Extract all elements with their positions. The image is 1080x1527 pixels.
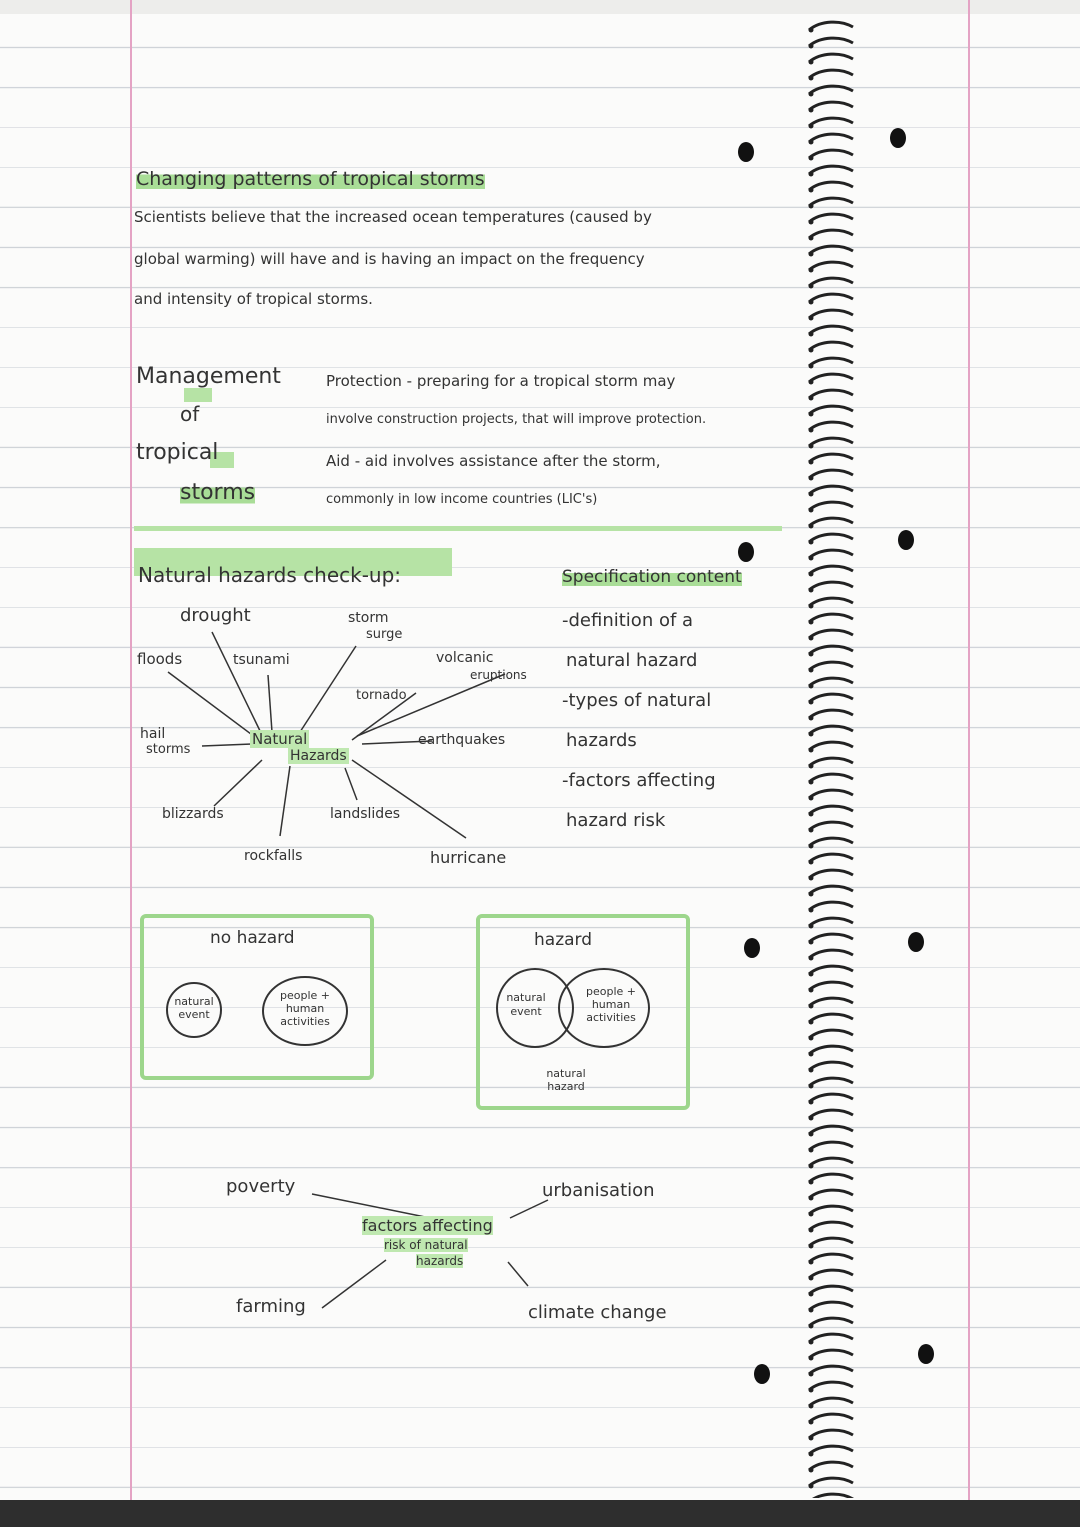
arrow-drought bbox=[212, 632, 262, 735]
arrow-floods bbox=[168, 672, 255, 737]
hazard-natural-event-label-1: natural bbox=[506, 991, 546, 1004]
tropical-storms-line-1: Scientists believe that the increased ocean temperatures (caused by bbox=[134, 208, 652, 226]
overlap-label-2: hazard bbox=[547, 1080, 585, 1093]
punch-hole bbox=[738, 142, 754, 162]
management-line-2: involve construction projects, that will improve protection. bbox=[326, 412, 707, 427]
punch-hole bbox=[908, 932, 924, 952]
arrow-urbanisation bbox=[510, 1200, 548, 1218]
management-heading-2: of bbox=[180, 402, 200, 426]
arrow-rockfalls bbox=[280, 766, 290, 836]
hazard-people-label-1: people + bbox=[586, 985, 636, 998]
arrow-volcanic bbox=[357, 674, 505, 736]
factor-poverty: poverty bbox=[226, 1176, 296, 1197]
factor-climate-change: climate change bbox=[528, 1302, 667, 1323]
hazard-people-label-3: activities bbox=[586, 1011, 636, 1024]
punch-hole bbox=[898, 530, 914, 550]
arrow-hail bbox=[202, 744, 252, 746]
arrow-hurricane bbox=[352, 760, 466, 838]
arrow-storm-surge bbox=[300, 646, 356, 732]
page-bottom-edge bbox=[0, 1500, 1080, 1527]
tropical-storms-title: Changing patterns of tropical storms bbox=[136, 168, 485, 190]
specification-line-6: hazard risk bbox=[566, 810, 666, 831]
node-rockfalls: rockfalls bbox=[244, 848, 303, 864]
node-landslides: landslides bbox=[330, 806, 401, 822]
node-drought: drought bbox=[180, 605, 251, 626]
factors-center-3: hazards bbox=[416, 1254, 464, 1268]
punch-hole bbox=[890, 128, 906, 148]
spiral-binding bbox=[805, 18, 857, 1498]
node-hurricane: hurricane bbox=[430, 848, 507, 867]
node-storms: storms bbox=[146, 742, 191, 757]
punch-hole bbox=[738, 542, 754, 562]
management-line-3: Aid - aid involves assistance after the storm, bbox=[326, 452, 661, 470]
no-hazard-title: no hazard bbox=[210, 928, 295, 948]
node-floods: floods bbox=[137, 650, 183, 668]
hazard-title: hazard bbox=[534, 930, 593, 950]
punch-hole bbox=[918, 1344, 934, 1364]
node-tornado: tornado bbox=[356, 688, 407, 703]
arrow-poverty bbox=[312, 1194, 430, 1218]
specification-line-5: -factors affecting bbox=[562, 770, 716, 791]
people-label-1: people + bbox=[280, 989, 330, 1002]
hazard-natural-event-label-2: event bbox=[510, 1005, 542, 1018]
arrow-climate-change bbox=[508, 1262, 528, 1286]
factors-center-2: risk of natural bbox=[384, 1238, 468, 1252]
specification-title: Specification content bbox=[562, 567, 742, 587]
arrow-farming bbox=[322, 1260, 386, 1308]
node-earthquakes: earthquakes bbox=[418, 732, 506, 748]
node-eruptions: eruptions bbox=[470, 668, 527, 682]
node-tsunami: tsunami bbox=[233, 652, 290, 668]
tropical-storms-line-2: global warming) will have and is having an impact on the frequency bbox=[134, 250, 645, 268]
factors-center-1: factors affecting bbox=[362, 1216, 493, 1235]
specification-line-4: hazards bbox=[566, 730, 637, 751]
management-heading-3: tropical bbox=[136, 440, 219, 465]
node-storm: storm bbox=[348, 610, 389, 626]
hazard-people-label-2: human bbox=[591, 998, 631, 1011]
management-line-4: commonly in low income countries (LIC's) bbox=[326, 492, 598, 507]
hazards-center-2: Hazards bbox=[290, 748, 347, 764]
factor-farming: farming bbox=[236, 1296, 306, 1317]
node-surge: surge bbox=[366, 627, 403, 642]
node-hail: hail bbox=[140, 726, 166, 742]
people-label-2: human bbox=[285, 1002, 325, 1015]
factor-urbanisation: urbanisation bbox=[542, 1180, 655, 1201]
specification-line-2: natural hazard bbox=[566, 650, 698, 671]
node-blizzards: blizzards bbox=[162, 806, 224, 822]
checkup-title: Natural hazards check-up: bbox=[138, 563, 402, 587]
arrow-tsunami bbox=[268, 675, 272, 732]
overlap-label-1: natural bbox=[546, 1067, 586, 1080]
hazards-center-1: Natural bbox=[252, 730, 308, 748]
specification-line-3: -types of natural bbox=[562, 690, 712, 711]
management-heading-1: Management bbox=[136, 364, 281, 389]
people-label-3: activities bbox=[280, 1015, 330, 1028]
arrow-blizzards bbox=[214, 760, 262, 806]
specification-line-1: -definition of a bbox=[562, 610, 694, 631]
punch-hole bbox=[754, 1364, 770, 1384]
management-heading-4: storms bbox=[180, 480, 256, 505]
tropical-storms-line-3: and intensity of tropical storms. bbox=[134, 290, 373, 308]
arrow-landslides bbox=[345, 768, 357, 800]
natural-event-label-2: event bbox=[178, 1008, 210, 1021]
node-volcanic: volcanic bbox=[436, 650, 494, 666]
punch-hole bbox=[744, 938, 760, 958]
management-line-1: Protection - preparing for a tropical storm may bbox=[326, 372, 676, 390]
natural-event-label-1: natural bbox=[174, 995, 214, 1008]
